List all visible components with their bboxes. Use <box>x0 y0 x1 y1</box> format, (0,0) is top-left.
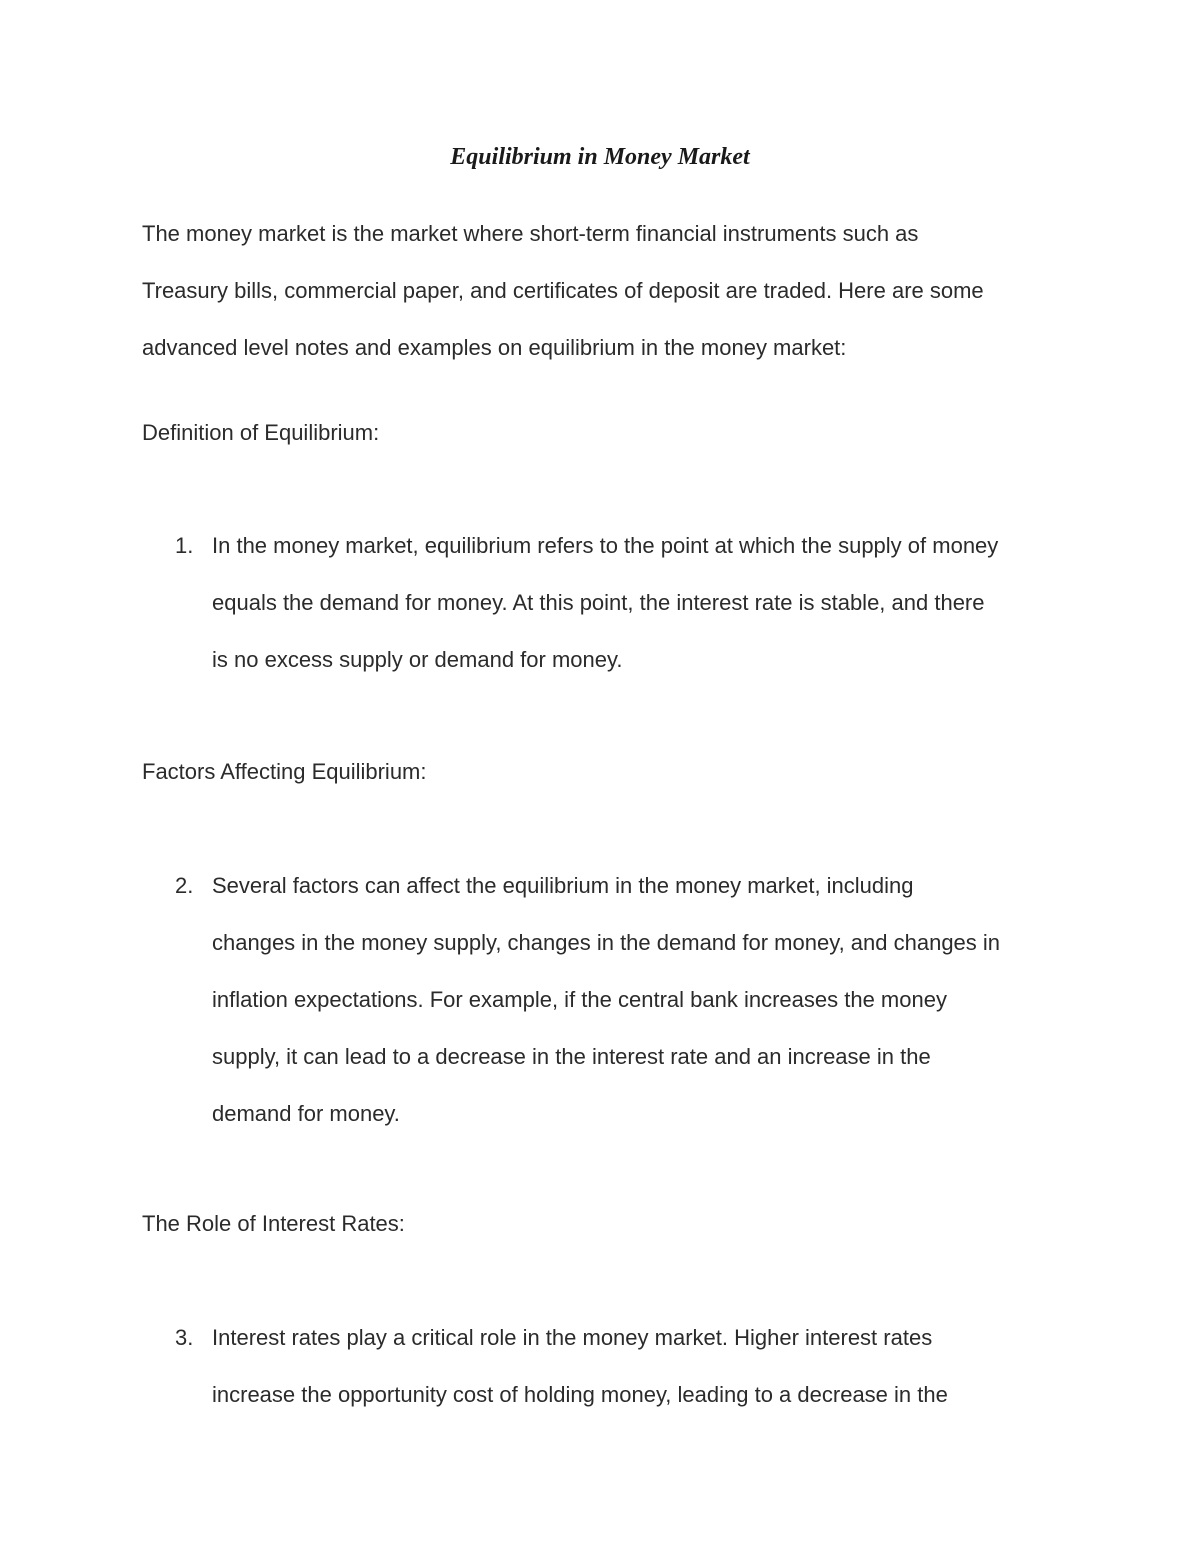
intro-line: advanced level notes and examples on equilibrium in the money market: <box>142 335 847 360</box>
list-line: inflation expectations. For example, if the central bank increases the money <box>212 987 947 1012</box>
list-line: demand for money. <box>212 1101 400 1126</box>
intro-line: The money market is the market where short-term financial instruments such as <box>142 221 919 246</box>
section-heading-interest-rates: The Role of Interest Rates: <box>142 1211 405 1236</box>
list-number: 1. <box>175 533 194 558</box>
list-line: supply, it can lead to a decrease in the interest rate and an increase in the <box>212 1044 931 1069</box>
list-line: Several factors can affect the equilibrium in the money market, including <box>212 873 914 898</box>
list-line: In the money market, equilibrium refers to the point at which the supply of money <box>212 533 999 558</box>
section-heading-factors: Factors Affecting Equilibrium: <box>142 759 427 784</box>
intro-line: Treasury bills, commercial paper, and certificates of deposit are traded. Here are some <box>142 278 984 303</box>
intro-paragraph <box>142 205 1072 376</box>
list-line: Interest rates play a critical role in the money market. Higher interest rates <box>212 1325 933 1350</box>
list-text <box>212 857 1092 1142</box>
list-line: increase the opportunity cost of holding money, leading to a decrease in the <box>212 1382 948 1407</box>
list-number: 2. <box>175 873 194 898</box>
list-line: equals the demand for money. At this point, the interest rate is stable, and there <box>212 590 985 615</box>
list-text <box>212 517 1092 688</box>
list-line: is no excess supply or demand for money. <box>212 647 623 672</box>
document-title: Equilibrium in Money Market <box>450 144 750 170</box>
section-heading-definition: Definition of Equilibrium: <box>142 420 380 445</box>
list-line: changes in the money supply, changes in the demand for money, and changes in <box>212 930 1001 955</box>
list-text <box>212 1309 1092 1423</box>
list-number: 3. <box>175 1325 194 1350</box>
